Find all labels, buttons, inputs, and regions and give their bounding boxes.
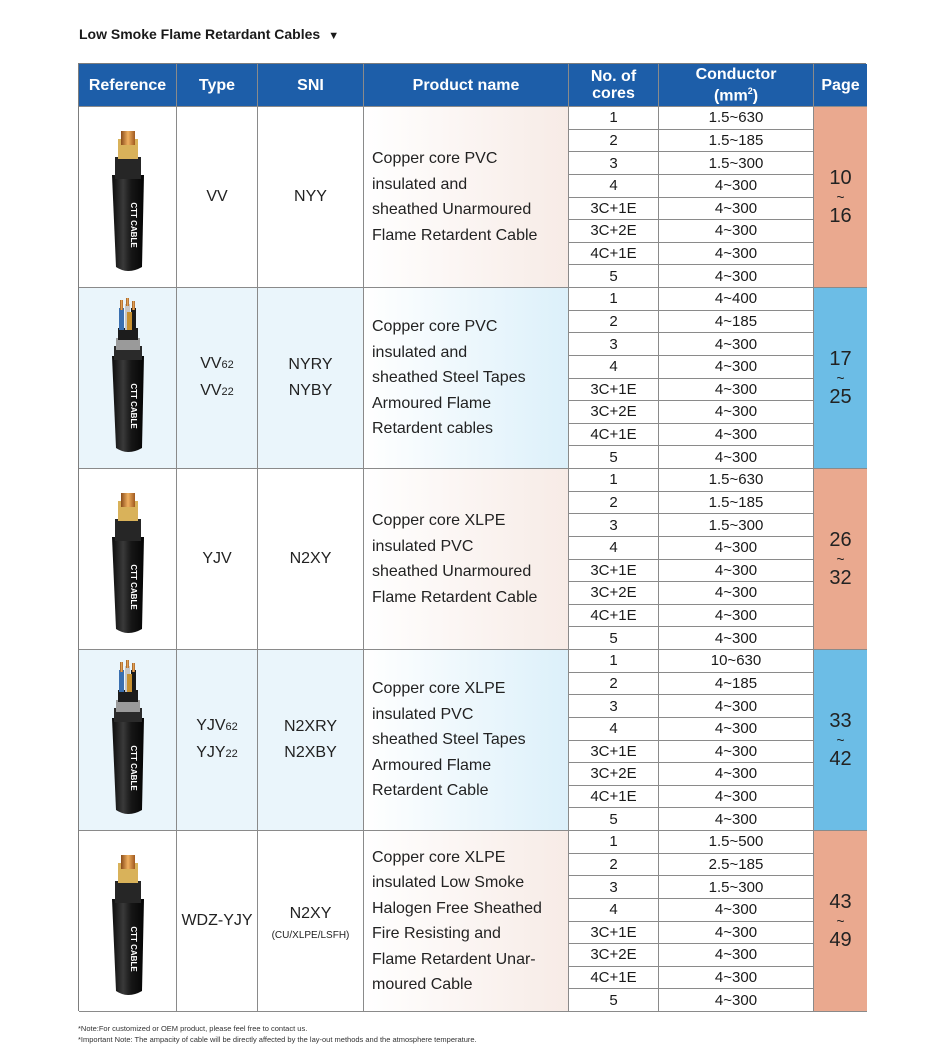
cores-cell: 1 (569, 650, 659, 673)
cable-brand-label: CTT CABLE (128, 745, 138, 791)
product-name (372, 314, 526, 442)
cores-cell: 5 (569, 808, 659, 831)
conductor-cell: 1.5~500 (659, 831, 814, 854)
product-name-line: Flame Retardent Unar- (372, 950, 536, 968)
cable-illustration (104, 298, 152, 458)
type-code (200, 378, 234, 405)
sni-code: N2XBY (284, 744, 337, 761)
type-code-main: YJY (196, 744, 226, 761)
product-name-line: sheathed Steel Tapes (372, 731, 526, 749)
sni-code: N2XRY (283, 718, 338, 735)
header-reference: Reference (79, 64, 177, 107)
type-code-subscript: 62 (221, 359, 234, 371)
sni-code: NYY (294, 188, 327, 205)
conductor-cell: 4~300 (659, 627, 814, 650)
cores-cell: 2 (569, 673, 659, 696)
product-name-line: Copper core PVC (372, 318, 498, 336)
type-cell (177, 469, 258, 650)
conductor-cell: 4~300 (659, 424, 814, 447)
cores-cell: 5 (569, 446, 659, 469)
conductor-cell: 4~300 (659, 198, 814, 221)
cores-cell: 3C+1E (569, 560, 659, 583)
cable-illustration (104, 479, 152, 639)
product-name-line: Flame Retardent Cable (372, 226, 538, 244)
footnote-oem: *Note:For customized or OEM product, please feel free to contact us. (78, 1024, 308, 1033)
conductor-cell: 4~300 (659, 582, 814, 605)
conductor-cell: 4~300 (659, 379, 814, 402)
cores-cell: 1 (569, 831, 659, 854)
type-code-subscript: 22 (221, 386, 234, 398)
type-code-main: WDZ-YJY (181, 912, 253, 929)
product-name-line: Copper core XLPE (372, 680, 506, 698)
product-name-line: Retardent Cable (372, 782, 489, 800)
cable-brand-label: CTT CABLE (128, 202, 138, 248)
cores-cell: 3C+2E (569, 582, 659, 605)
caret-down-icon[interactable]: ▼ (328, 30, 340, 42)
cores-cell: 3C+2E (569, 944, 659, 967)
sni-cell (258, 650, 364, 831)
product-name-line: moured Cable (372, 976, 473, 993)
conductor-cell: 4~300 (659, 401, 814, 424)
conductor-cell: 4~185 (659, 673, 814, 696)
type-cell (177, 288, 258, 469)
product-name-line: Halogen Free Sheathed (372, 899, 542, 917)
page-range-cell (814, 469, 867, 650)
cores-cell: 5 (569, 627, 659, 650)
type-code-main: VV (200, 382, 222, 399)
page-from: 10 (829, 167, 852, 189)
type-code (196, 713, 238, 740)
product-name-line: sheathed Steel Tapes (372, 369, 526, 387)
page-to: 42 (829, 748, 852, 770)
page-to: 25 (829, 386, 852, 408)
conductor-cell: 4~300 (659, 220, 814, 243)
header-type: Type (177, 64, 258, 107)
cores-cell: 3 (569, 876, 659, 899)
product-name-cell (364, 650, 569, 831)
product-name-line: Copper core PVC (372, 150, 498, 167)
cable-table (78, 63, 866, 1011)
product-name-line: sheathed Unarmoured (372, 201, 532, 218)
sni-code: NYRY (288, 356, 333, 373)
type-code (196, 740, 238, 767)
cores-cell: 3C+2E (569, 401, 659, 424)
page-from: 33 (829, 710, 852, 732)
cores-cell: 4C+1E (569, 605, 659, 628)
conductor-cell: 4~300 (659, 243, 814, 266)
conductor-cell: 1.5~300 (659, 514, 814, 537)
conductor-cell: 1.5~630 (659, 107, 814, 130)
footnote-ampacity: *Important Note: The ampacity of cable will be directly affected by the lay-out methods and the atmosphere temperature. (78, 1035, 477, 1044)
type-code (181, 908, 252, 934)
cores-cell: 2 (569, 130, 659, 153)
page-to: 32 (829, 567, 852, 589)
product-name-line: Armoured Flame (372, 394, 492, 412)
sni-cell (258, 288, 364, 469)
type-cell (177, 107, 258, 288)
conductor-cell: 4~300 (659, 808, 814, 831)
cable-brand-label: CTT CABLE (128, 564, 138, 610)
product-name (372, 508, 537, 610)
cores-cell: 1 (569, 469, 659, 492)
product-name-line: insulated and (372, 343, 468, 361)
type-code-main: YJV (202, 550, 232, 567)
cores-cell: 4 (569, 899, 659, 922)
conductor-cell: 1.5~185 (659, 492, 814, 515)
cores-cell: 3C+2E (569, 220, 659, 243)
type-code (202, 546, 231, 572)
page-separator: ~ (836, 551, 845, 567)
product-name-line: insulated PVC (372, 537, 474, 555)
conductor-cell: 4~300 (659, 786, 814, 809)
sni-code: N2XY (289, 905, 332, 922)
header-no-of-cores (569, 64, 659, 107)
cores-cell: 4C+1E (569, 967, 659, 990)
conductor-cell: 4~300 (659, 763, 814, 786)
conductor-cell: 10~630 (659, 650, 814, 673)
product-name-line: Copper core XLPE (372, 512, 506, 529)
conductor-cell: 4~400 (659, 288, 814, 311)
conductor-cell: 4~300 (659, 741, 814, 764)
section-title[interactable] (79, 26, 339, 42)
conductor-cell: 4~300 (659, 175, 814, 198)
cable-illustration (104, 660, 152, 820)
conductor-cell: 4~300 (659, 537, 814, 560)
cores-cell: 3C+1E (569, 198, 659, 221)
cores-cell: 4C+1E (569, 424, 659, 447)
product-name-line: Armoured Flame (372, 756, 492, 774)
conductor-cell: 4~300 (659, 356, 814, 379)
section-title-text: Low Smoke Flame Retardant Cables (79, 26, 321, 42)
conductor-cell: 4~300 (659, 989, 814, 1012)
page-separator: ~ (836, 189, 845, 205)
page-to: 49 (829, 929, 852, 951)
conductor-cell: 4~300 (659, 446, 814, 469)
conductor-cell: 4~300 (659, 695, 814, 718)
cores-cell: 4 (569, 175, 659, 198)
reference-image-cell (79, 469, 177, 650)
conductor-cell: 4~185 (659, 311, 814, 334)
product-name (372, 845, 542, 998)
sni-code-note: (CU/XLPE/LSFH) (271, 930, 350, 941)
page-separator: ~ (836, 732, 845, 748)
product-name-line: insulated and (372, 175, 468, 193)
product-name-cell (364, 288, 569, 469)
header-conductor-line1: Conductor (695, 65, 777, 83)
page-range-cell (814, 831, 867, 1012)
reference-image-cell (79, 650, 177, 831)
conductor-cell: 4~300 (659, 265, 814, 288)
conductor-cell: 4~300 (659, 944, 814, 967)
footnotes (78, 1023, 477, 1045)
cable-illustration (104, 117, 152, 277)
cores-cell: 2 (569, 492, 659, 515)
cores-cell: 4 (569, 356, 659, 379)
type-code-subscript: 62 (225, 721, 238, 733)
header-page: Page (814, 64, 867, 107)
cores-cell: 4 (569, 718, 659, 741)
type-code (200, 351, 234, 378)
cores-cell: 3 (569, 514, 659, 537)
cable-illustration (104, 841, 152, 1001)
reference-image-cell (79, 107, 177, 288)
page-from: 43 (829, 891, 852, 913)
product-name-cell (364, 831, 569, 1012)
conductor-cell: 2.5~185 (659, 854, 814, 877)
conductor-cell: 1.5~185 (659, 130, 814, 153)
page-from: 26 (829, 529, 852, 551)
cores-cell: 2 (569, 311, 659, 334)
product-name-line: Retardent cables (372, 420, 493, 438)
page-from: 17 (829, 348, 852, 370)
page-separator: ~ (836, 913, 845, 929)
cores-cell: 2 (569, 854, 659, 877)
sni-code: NYBY (288, 382, 333, 399)
product-name-line: insulated PVC (372, 705, 474, 723)
product-name-line: Fire Resisting and (372, 925, 501, 942)
type-code-main: VV (206, 188, 228, 205)
sni-code: N2XY (289, 550, 332, 567)
conductor-cell: 1.5~300 (659, 876, 814, 899)
conductor-cell: 4~300 (659, 605, 814, 628)
sni-cell (258, 107, 364, 288)
reference-image-cell (79, 288, 177, 469)
type-cell (177, 831, 258, 1012)
page-to: 16 (829, 205, 852, 227)
conductor-cell: 4~300 (659, 967, 814, 990)
conductor-cell: 1.5~300 (659, 152, 814, 175)
type-code (206, 184, 227, 210)
page-range-cell (814, 650, 867, 831)
cores-cell: 4 (569, 537, 659, 560)
product-name-cell (364, 469, 569, 650)
header-product-name: Product name (364, 64, 569, 107)
conductor-cell: 4~300 (659, 560, 814, 583)
cores-cell: 5 (569, 989, 659, 1012)
cores-cell: 3C+2E (569, 763, 659, 786)
cable-brand-label: CTT CABLE (128, 383, 138, 429)
cores-cell: 3C+1E (569, 922, 659, 945)
conductor-cell: 4~300 (659, 333, 814, 356)
cores-cell: 4C+1E (569, 786, 659, 809)
cores-cell: 5 (569, 265, 659, 288)
product-name-line: Flame Retardent Cable (372, 588, 538, 606)
product-name-line: insulated Low Smoke (372, 874, 525, 891)
cable-brand-label: CTT CABLE (128, 926, 138, 972)
cores-cell: 3C+1E (569, 741, 659, 764)
header-cores-line2: cores (592, 85, 635, 102)
product-name (372, 676, 526, 804)
page-range-cell (814, 107, 867, 288)
type-cell (177, 650, 258, 831)
cores-cell: 3 (569, 152, 659, 175)
cores-cell: 1 (569, 288, 659, 311)
cores-cell: 3C+1E (569, 379, 659, 402)
type-code-subscript: 22 (225, 748, 238, 760)
conductor-cell: 1.5~630 (659, 469, 814, 492)
header-sni: SNI (258, 64, 364, 107)
header-conductor-line2: $(mm^2)$ (713, 85, 759, 105)
cores-cell: 3 (569, 695, 659, 718)
cores-cell: 1 (569, 107, 659, 130)
header-conductor (659, 64, 814, 107)
type-code-main: YJV (196, 717, 226, 734)
sni-cell (258, 469, 364, 650)
product-name-cell (364, 107, 569, 288)
type-code-main: VV (200, 355, 222, 372)
page-range-cell (814, 288, 867, 469)
page-separator: ~ (836, 370, 845, 386)
cores-cell: 3 (569, 333, 659, 356)
header-cores-line1: No. of (590, 68, 637, 85)
cores-cell: 4C+1E (569, 243, 659, 266)
reference-image-cell (79, 831, 177, 1012)
conductor-cell: 4~300 (659, 899, 814, 922)
product-name-line: sheathed Unarmoured (372, 563, 532, 580)
product-name-line: Copper core XLPE (372, 848, 506, 866)
product-name (372, 146, 537, 248)
sni-cell (258, 831, 364, 1012)
conductor-cell: 4~300 (659, 922, 814, 945)
conductor-cell: 4~300 (659, 718, 814, 741)
